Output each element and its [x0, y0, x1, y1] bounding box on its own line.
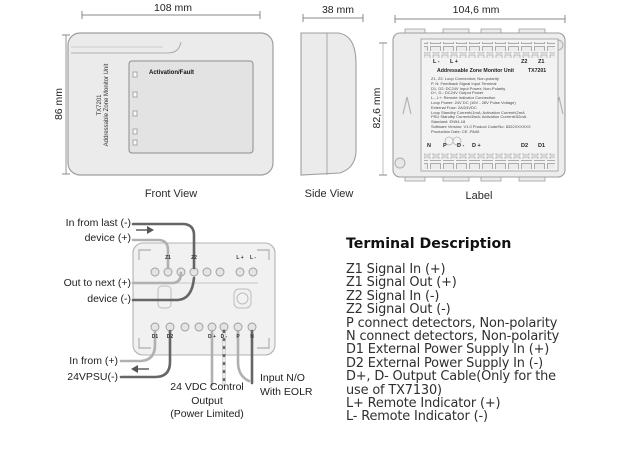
- spec-line: D1, D2: DC24V Input Power; Non-Polarity: [431, 85, 506, 91]
- spec-line: Software Version: V1.0 Product Code/No: 8322XXXXXX: [431, 123, 531, 129]
- spec-line: Production Date: CE -PA06: [431, 128, 480, 134]
- terminal-desc-line: Z2 Signal Out (-): [346, 302, 451, 318]
- out-to-next-label: Out to next (+): [63, 277, 131, 289]
- control-output-line1: 24 VDC Control: [170, 381, 244, 393]
- wiring-terminal-d2: D2: [166, 334, 174, 340]
- signal-direction-arrow-icon: [136, 226, 154, 234]
- label-model: TX7201: [528, 68, 547, 74]
- wiring-terminal-p: P: [236, 334, 240, 340]
- wiring-terminal-d-plus: D +: [208, 334, 216, 340]
- terminal-desc-line: N connect detectors, Non-polarity: [346, 329, 560, 345]
- label-terminal-d-minus: D -: [457, 143, 465, 149]
- spec-line: Loop Standby Current≤1mA; Activation Current≤2mA: [431, 109, 525, 115]
- spec-line: External Fuse: 2A/24VDC: [431, 104, 477, 110]
- spec-line: Standard: EN54-18: [431, 119, 466, 125]
- front-height-dimension: 86 mm: [53, 87, 65, 121]
- power-direction-arrow-icon: [131, 365, 149, 373]
- terminal-desc-line: L+ Remote Indicator (+): [346, 396, 501, 412]
- wiring-terminal-d1: D1: [151, 334, 159, 340]
- label-terminal-p: P: [443, 143, 447, 149]
- front-view-drawing: [62, 11, 273, 175]
- side-view-drawing: [301, 14, 363, 175]
- front-width-dimension: 108 mm: [154, 2, 192, 14]
- terminal-desc-line: P connect detectors, Non-polarity: [346, 315, 558, 331]
- terminal-desc-line: D1 External Power Supply In (+): [346, 342, 550, 358]
- input-no-line1: Input N/O: [260, 372, 305, 384]
- input-no-label: [260, 372, 313, 399]
- activation-fault-label: Activation/Fault: [149, 70, 195, 76]
- label-view-caption: Label: [465, 190, 493, 202]
- wiring-terminal-n: N: [250, 334, 254, 340]
- spec-line: Loop Power: 24V DC (16V - 28V Pulse Voltage): [431, 99, 516, 105]
- label-terminal-d1: D1: [538, 143, 546, 149]
- input-no-line2: With EOLR: [260, 385, 313, 398]
- wiring-diagram-drawing: [121, 224, 275, 385]
- spec-line: P, N: Feedback Signal Input Terminal: [431, 80, 497, 86]
- side-width-dimension: 38 mm: [321, 4, 355, 16]
- label-terminal-z1: Z1: [538, 59, 545, 65]
- label-terminal-l-minus: L -: [433, 59, 440, 65]
- wiring-terminal-z2: Z2: [191, 255, 197, 261]
- label-height-dimension: 82,6 mm: [371, 87, 383, 129]
- front-product-name: Addressable Zone Monitor Unit: [104, 63, 110, 147]
- psu-label: 24VPSU(-): [67, 371, 118, 383]
- label-terminal-l-plus: L +: [450, 59, 459, 65]
- terminal-desc-line: L- Remote Indicator (-): [346, 409, 488, 425]
- spec-line: L-, L+: Remote Indicator Connection: [431, 95, 496, 101]
- label-terminal-d2: D2: [521, 143, 529, 149]
- spec-line: D+, D-: DC24V Output Power: [431, 90, 484, 96]
- spec-line: PSU Standby Current≤5mA; Activation Current≤52mA: [431, 114, 527, 120]
- front-view-caption: Front View: [144, 188, 198, 200]
- terminal-desc-line: D2 External Power Supply In (-): [346, 355, 544, 371]
- device-plus-label: device (+): [84, 232, 131, 244]
- side-view-caption: Side View: [304, 188, 354, 200]
- terminal-desc-line: Z1 Signal In (+): [346, 262, 446, 277]
- wiring-terminal-d-minus: D -: [220, 334, 228, 340]
- label-terminal-n: N: [427, 143, 431, 149]
- control-output-line2: Output: [191, 394, 223, 407]
- control-output-label: [147, 381, 267, 422]
- front-model: TX7201: [97, 94, 103, 116]
- label-width-dimension: 104,6 mm: [452, 4, 500, 16]
- label-spec-lines: [431, 77, 555, 135]
- label-terminal-z2: Z2: [521, 59, 528, 65]
- label-terminal-d-plus: D +: [472, 143, 481, 149]
- wiring-terminal-z1: Z1: [165, 255, 171, 261]
- top-terminal-screws: [151, 268, 257, 276]
- in-from-plus-label: In from (+): [69, 355, 118, 367]
- in-from-last-label: In from last (-): [65, 217, 131, 229]
- wiring-terminal-l-plus: L +: [236, 255, 244, 261]
- terminal-description-list: [346, 263, 559, 424]
- label-title: Addressable Zone Monitor Unit: [437, 68, 514, 74]
- control-output-line3: (Power Limited): [170, 408, 244, 420]
- terminal-desc-line: Z2 Signal In (-): [346, 288, 440, 304]
- device-minus-label: device (-): [87, 293, 131, 305]
- terminal-desc-line: use of TX7130): [346, 382, 442, 398]
- terminal-description-title: Terminal Description: [346, 236, 512, 252]
- spec-line: Z1, Z2: Loop Connection; Non-polarity: [431, 76, 499, 81]
- terminal-desc-line: D+, D- Output Cable(Only for the: [346, 369, 556, 385]
- terminal-desc-line: Z1 Signal Out (+): [346, 275, 457, 291]
- front-model-product-rotated: [97, 30, 111, 180]
- wiring-terminal-l-minus: L -: [249, 255, 257, 261]
